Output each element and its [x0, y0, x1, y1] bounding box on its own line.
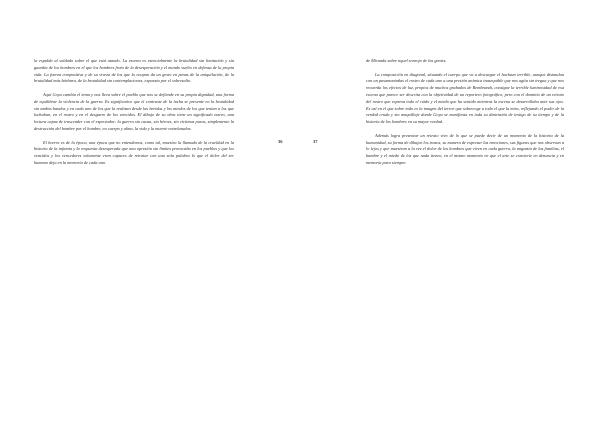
right-paragraph-2: La composición en diagonal, situando el cuerpo que va a descargar el hachazo terrible, aunque disimulan con un pasamontañas el rostro de cada uno a una presión anímica inasequible que nos agita sin tregua y que nos recuerda los efectos de luz, propios de muchos grabados de Rembrandt, consigue la terrible luminosidad de esa escena que parece ser descrita con la objetividad de un reportero fotográfico, pero con el dominio de un retrato del rostro que expresa todo el ruido y el miedo que ha sentido mientras la escena se desarrollaba ante sus ojos. Es así en el que sobre todo es la imagen del terror que sobrecoge a todo el que la mira, reflejando el poder de la verdad cruda y sin maquillaje donde Goya se manifiesta en toda su dimensión de testigo de su tiempo y de la historia de los hombres en su mayor verdad. — [366, 71, 564, 125]
left-page-number: 36 — [278, 139, 283, 144]
left-paragraph-2: Aquí Goya cambia el tema y nos lleva sobre el pueblo que nos se defiende en su propia dignidad, una forma de equilibrar la violencia de la guerra. Es significativo que el contraste de la lucha se presente en la brutalidad sin ambos bandos y en cada uno de los que la realizan desde las heridas y los miedos de los que tenían a los que luchaban, en el rostro y en el desgarro de los vencidos. El dibujo de su obra tiene un significado nuevo, una lectura capaz de trascender con el espectador: la guerra sin causa, sin héroes, sin víctimas puras, simplemente la destrucción del hombre por el hombre, en cuerpo y alma, la vida y la muerte entrelazados. — [34, 91, 234, 131]
left-paragraph-3: El horror es de la época, una época que no entendemos, como tal, muestra la llamada de la crueldad en la historia de la infamia y la respuesta desesperada que una opresión sin límites provocaba en los pueblos y que los vencidos y los vencedores solamente eran capaces de retratar con una sola palabra lo que el dolor del ser humano deja en la memoria de cada uno. — [34, 139, 234, 165]
right-paragraph-1: de Miranda sobre aquel sonrojo de las gentes. — [366, 58, 447, 63]
right-page — [300, 0, 600, 424]
left-text-column — [34, 58, 234, 174]
right-text-column — [366, 58, 564, 174]
right-paragraph-3: Además logra presentar un retrato vivo de lo que se puede decir de un momento de la historia de la humanidad, su forma de dibujar los trazos, su manera de expresar las emociones, sus figuras que nos observan a lo lejos y que muestran a la vez el dolor de los hombres que viven en cada guerra, la angustia de las familias, el hambre y el miedo de los que nada tienen, en el mismo momento en que el arte se convierte en denuncia y en memoria para siempre. — [366, 132, 564, 165]
right-page-number: 37 — [313, 139, 318, 144]
left-paragraph-1: la espalda al soldado sobre el que está atando. La escena es esencialmente la brutalidad sin limitación y sin guardia de los hombres en el que los hombres fruto de la desesperación y el mundo vuelto en defensa de la propia vida. La fuerza compositiva y de su viveza de los que la ocupan da un gesto en penas de la aniquilación, de la brutalidad más bárbara, de la brutalidad sin contemplaciones, expuesta por el sobresalto. — [34, 58, 234, 84]
